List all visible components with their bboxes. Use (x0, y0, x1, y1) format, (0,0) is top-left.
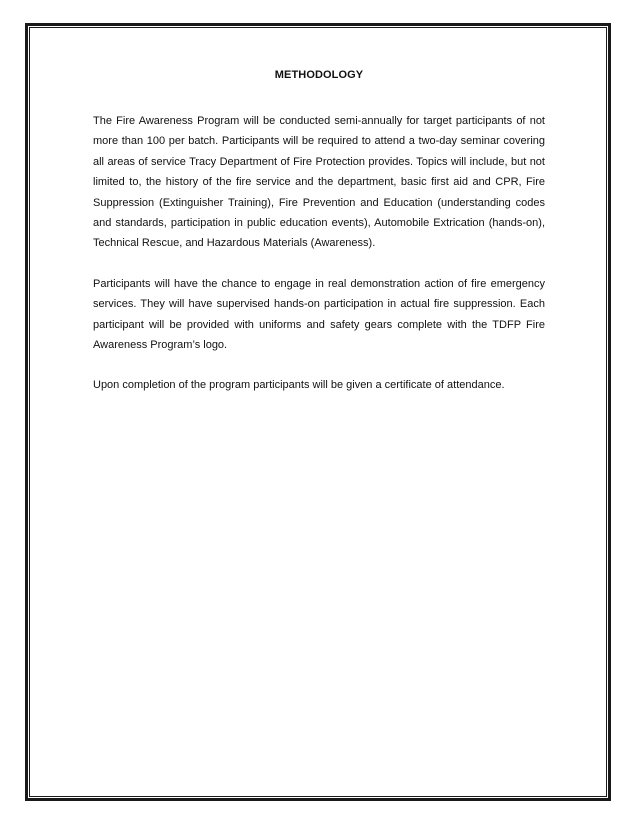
paragraph-program-overview: The Fire Awareness Program will be conducted semi-annually for target participants of not more than 100 per batch. Participants will be required to attend a two-day seminar covering all areas of service Tracy Department of Fire Protection provides. Topics will include, but not limited to, the history of the fire service and the department, basic first aid and CPR, Fire Suppression (Extinguisher Training), Fire Prevention and Education (understanding codes and standards, participation in public education events), Automobile Extrication (hands-on), Technical Rescue, and Hazardous Materials (Awareness). (93, 115, 545, 250)
document-body (93, 68, 545, 416)
paragraph-participation: Participants will have the chance to engage in real demonstration action of fire emergency services. They will have supervised hands-on participation in actual fire suppression. Each participant will be provided with uniforms and safety gears complete with the TDFP Fire Awareness Program’s logo. (93, 277, 545, 352)
page-title: METHODOLOGY (274, 69, 364, 81)
paragraph-certificate: Upon completion of the program participants will be given a certificate of attendance. (93, 379, 505, 392)
